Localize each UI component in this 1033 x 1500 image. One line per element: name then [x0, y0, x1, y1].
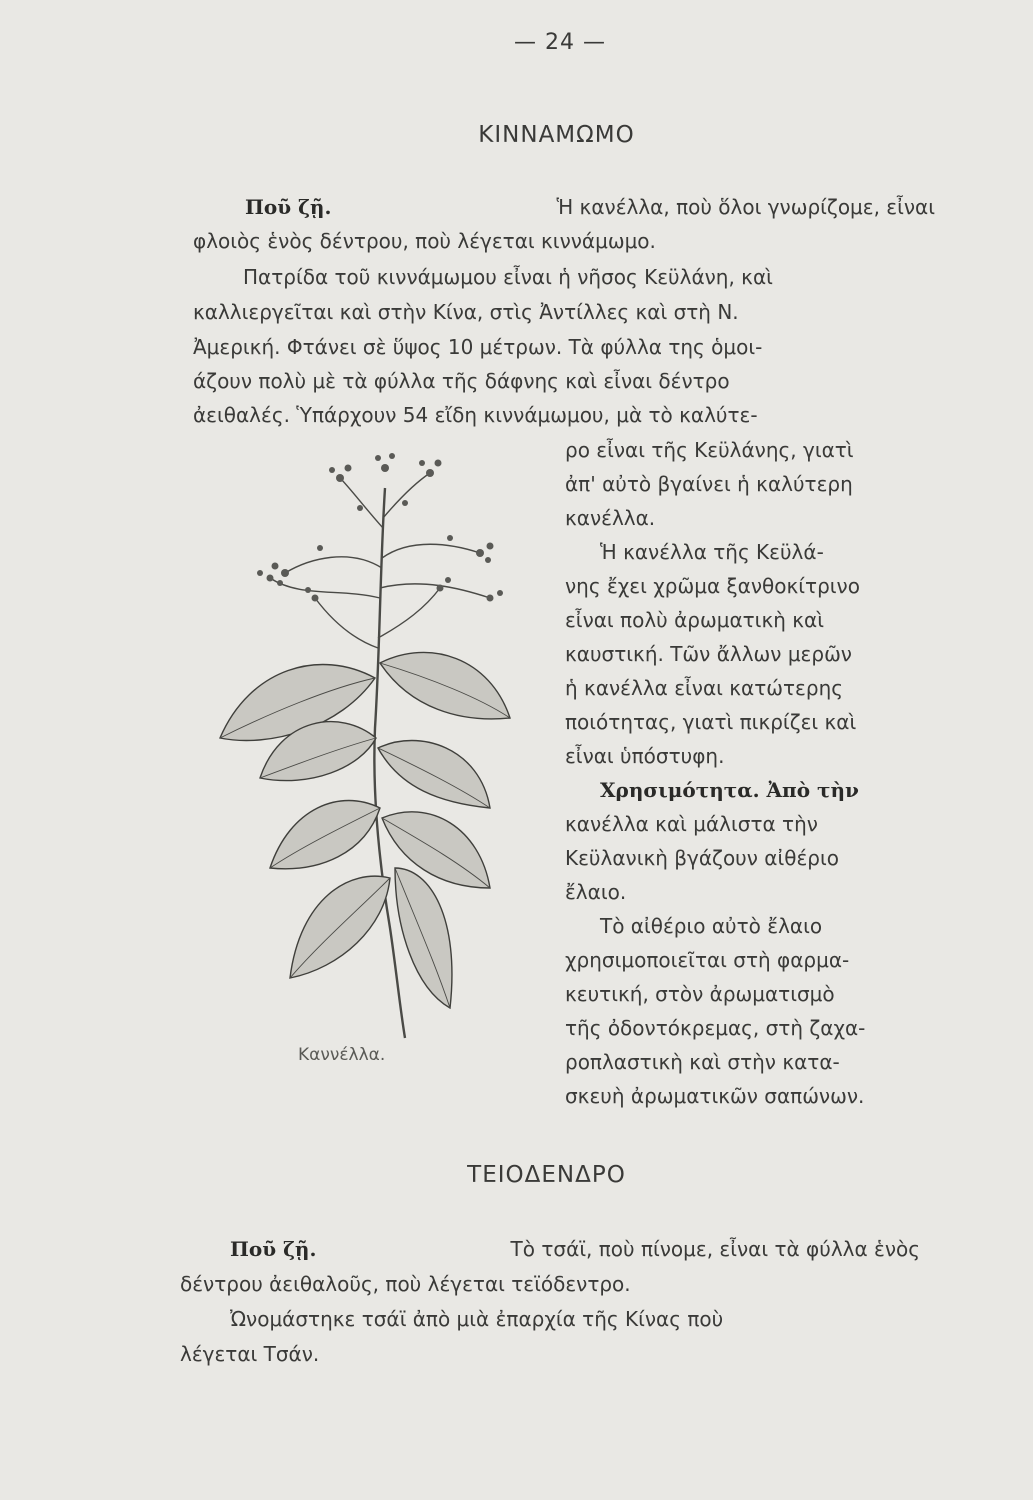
line-text: δέντρου ἀειθαλοῦς, ποὺ λέγεται τεϊόδεντρο. [180, 1272, 631, 1296]
run-in-heading: Ποῦ ζῇ. [230, 1237, 317, 1261]
column-line: ρο εἶναι τῆς Κεϋλάνης, γιατὶ [565, 438, 854, 462]
paragraph-line [230, 1302, 920, 1336]
run-in-heading: Ποῦ ζῇ. [245, 195, 332, 219]
column-line: σκευὴ ἀρωματικῶν σαπώνων. [565, 1084, 865, 1108]
column-line: ροπλαστικὴ καὶ στὴν κατα- [565, 1050, 840, 1074]
column-line: κευτική, στὸν ἀρωματισμὸ [565, 982, 835, 1006]
paragraph-line [193, 330, 933, 364]
line-text: καλλιεργεῖται καὶ στὴν Κίνα, στὶς Ἀντίλλες καὶ στὴ Ν. [193, 300, 739, 324]
paragraph-line [230, 1232, 920, 1266]
line-text: Ἡ κανέλλα, ποὺ ὅλοι γνωρίζομε, εἶναι [556, 195, 935, 219]
paragraph-line [193, 364, 933, 398]
column-line: ἀπ' αὐτὸ βγαίνει ἡ καλύτερη [565, 472, 853, 496]
line-text: Ἀμερική. Φτάνει σὲ ὕψος 10 μέτρων. Τὰ φύλλα της ὁμοι- [193, 335, 763, 359]
section-title-tea-tree: ΤΕΙΟΔΕΝΔΡΟ [467, 1162, 626, 1188]
column-line: τῆς ὀδοντόκρεμας, στὴ ζαχα- [565, 1016, 866, 1040]
section-title-cinnamon: ΚΙΝΝΑΜΩΜΟ [478, 122, 635, 148]
column-line: ἔλαιο. [565, 880, 627, 904]
paragraph-line [243, 260, 933, 294]
column-line: ποιότητας, γιατὶ πικρίζει καὶ [565, 710, 857, 734]
line-text: λέγεται Τσάν. [180, 1342, 320, 1366]
figure-caption: Καννέλλα. [298, 1045, 386, 1065]
paragraph-line [180, 1337, 920, 1371]
paragraph-line [193, 295, 933, 329]
cinnamon-branch-illustration [190, 448, 560, 1048]
line-text: ἀειθαλές. Ὑπάρχουν 54 εἴδη κιννάμωμου, μὰ τὸ καλύτε- [193, 403, 758, 427]
column-line: κανέλλα καὶ μάλιστα τὴν [565, 812, 818, 836]
column-line: Ἡ κανέλλα τῆς Κεϋλά- [600, 540, 824, 564]
line-text: Πατρίδα τοῦ κιννάμωμου εἶναι ἡ νῆσος Κεϋλάνη, καὶ [243, 265, 773, 289]
line-text: Τὸ τσάϊ, ποὺ πίνομε, εἶναι τὰ φύλλα ἑνὸς [510, 1237, 920, 1261]
column-line: καυστική. Τῶν ἄλλων μερῶν [565, 642, 852, 666]
line-text: Ὠνομάστηκε τσάϊ ἀπὸ μιὰ ἐπαρχία τῆς Κίνας ποὺ [230, 1307, 724, 1331]
paragraph-line [193, 224, 933, 258]
paragraph-line [245, 190, 935, 224]
column-line: Χρησιμότητα. Ἀπὸ τὴν [600, 778, 859, 802]
column-line: ἡ κανέλλα εἶναι κατώτερης [565, 676, 843, 700]
column-line: κανέλλα. [565, 506, 656, 530]
column-line: εἶναι πολὺ ἀρωματικὴ καὶ [565, 608, 825, 632]
column-line: Κεϋλανικὴ βγάζουν αἰθέριο [565, 846, 839, 870]
paragraph-line [193, 398, 933, 432]
column-line: Τὸ αἰθέριο αὐτὸ ἔλαιο [600, 914, 823, 938]
line-text: φλοιὸς ἑνὸς δέντρου, ποὺ λέγεται κιννάμωμο. [193, 229, 656, 253]
page-number: — 24 — [514, 30, 606, 55]
column-line: εἶναι ὑπόστυφη. [565, 744, 725, 768]
line-text: άζουν πολὺ μὲ τὰ φύλλα τῆς δάφνης καὶ εἶναι δέντρο [193, 369, 730, 393]
column-line: νης ἔχει χρῶμα ξανθοκίτρινο [565, 574, 860, 598]
paragraph-line [180, 1267, 920, 1301]
column-line: χρησιμοποιεῖται στὴ φαρμα- [565, 948, 850, 972]
